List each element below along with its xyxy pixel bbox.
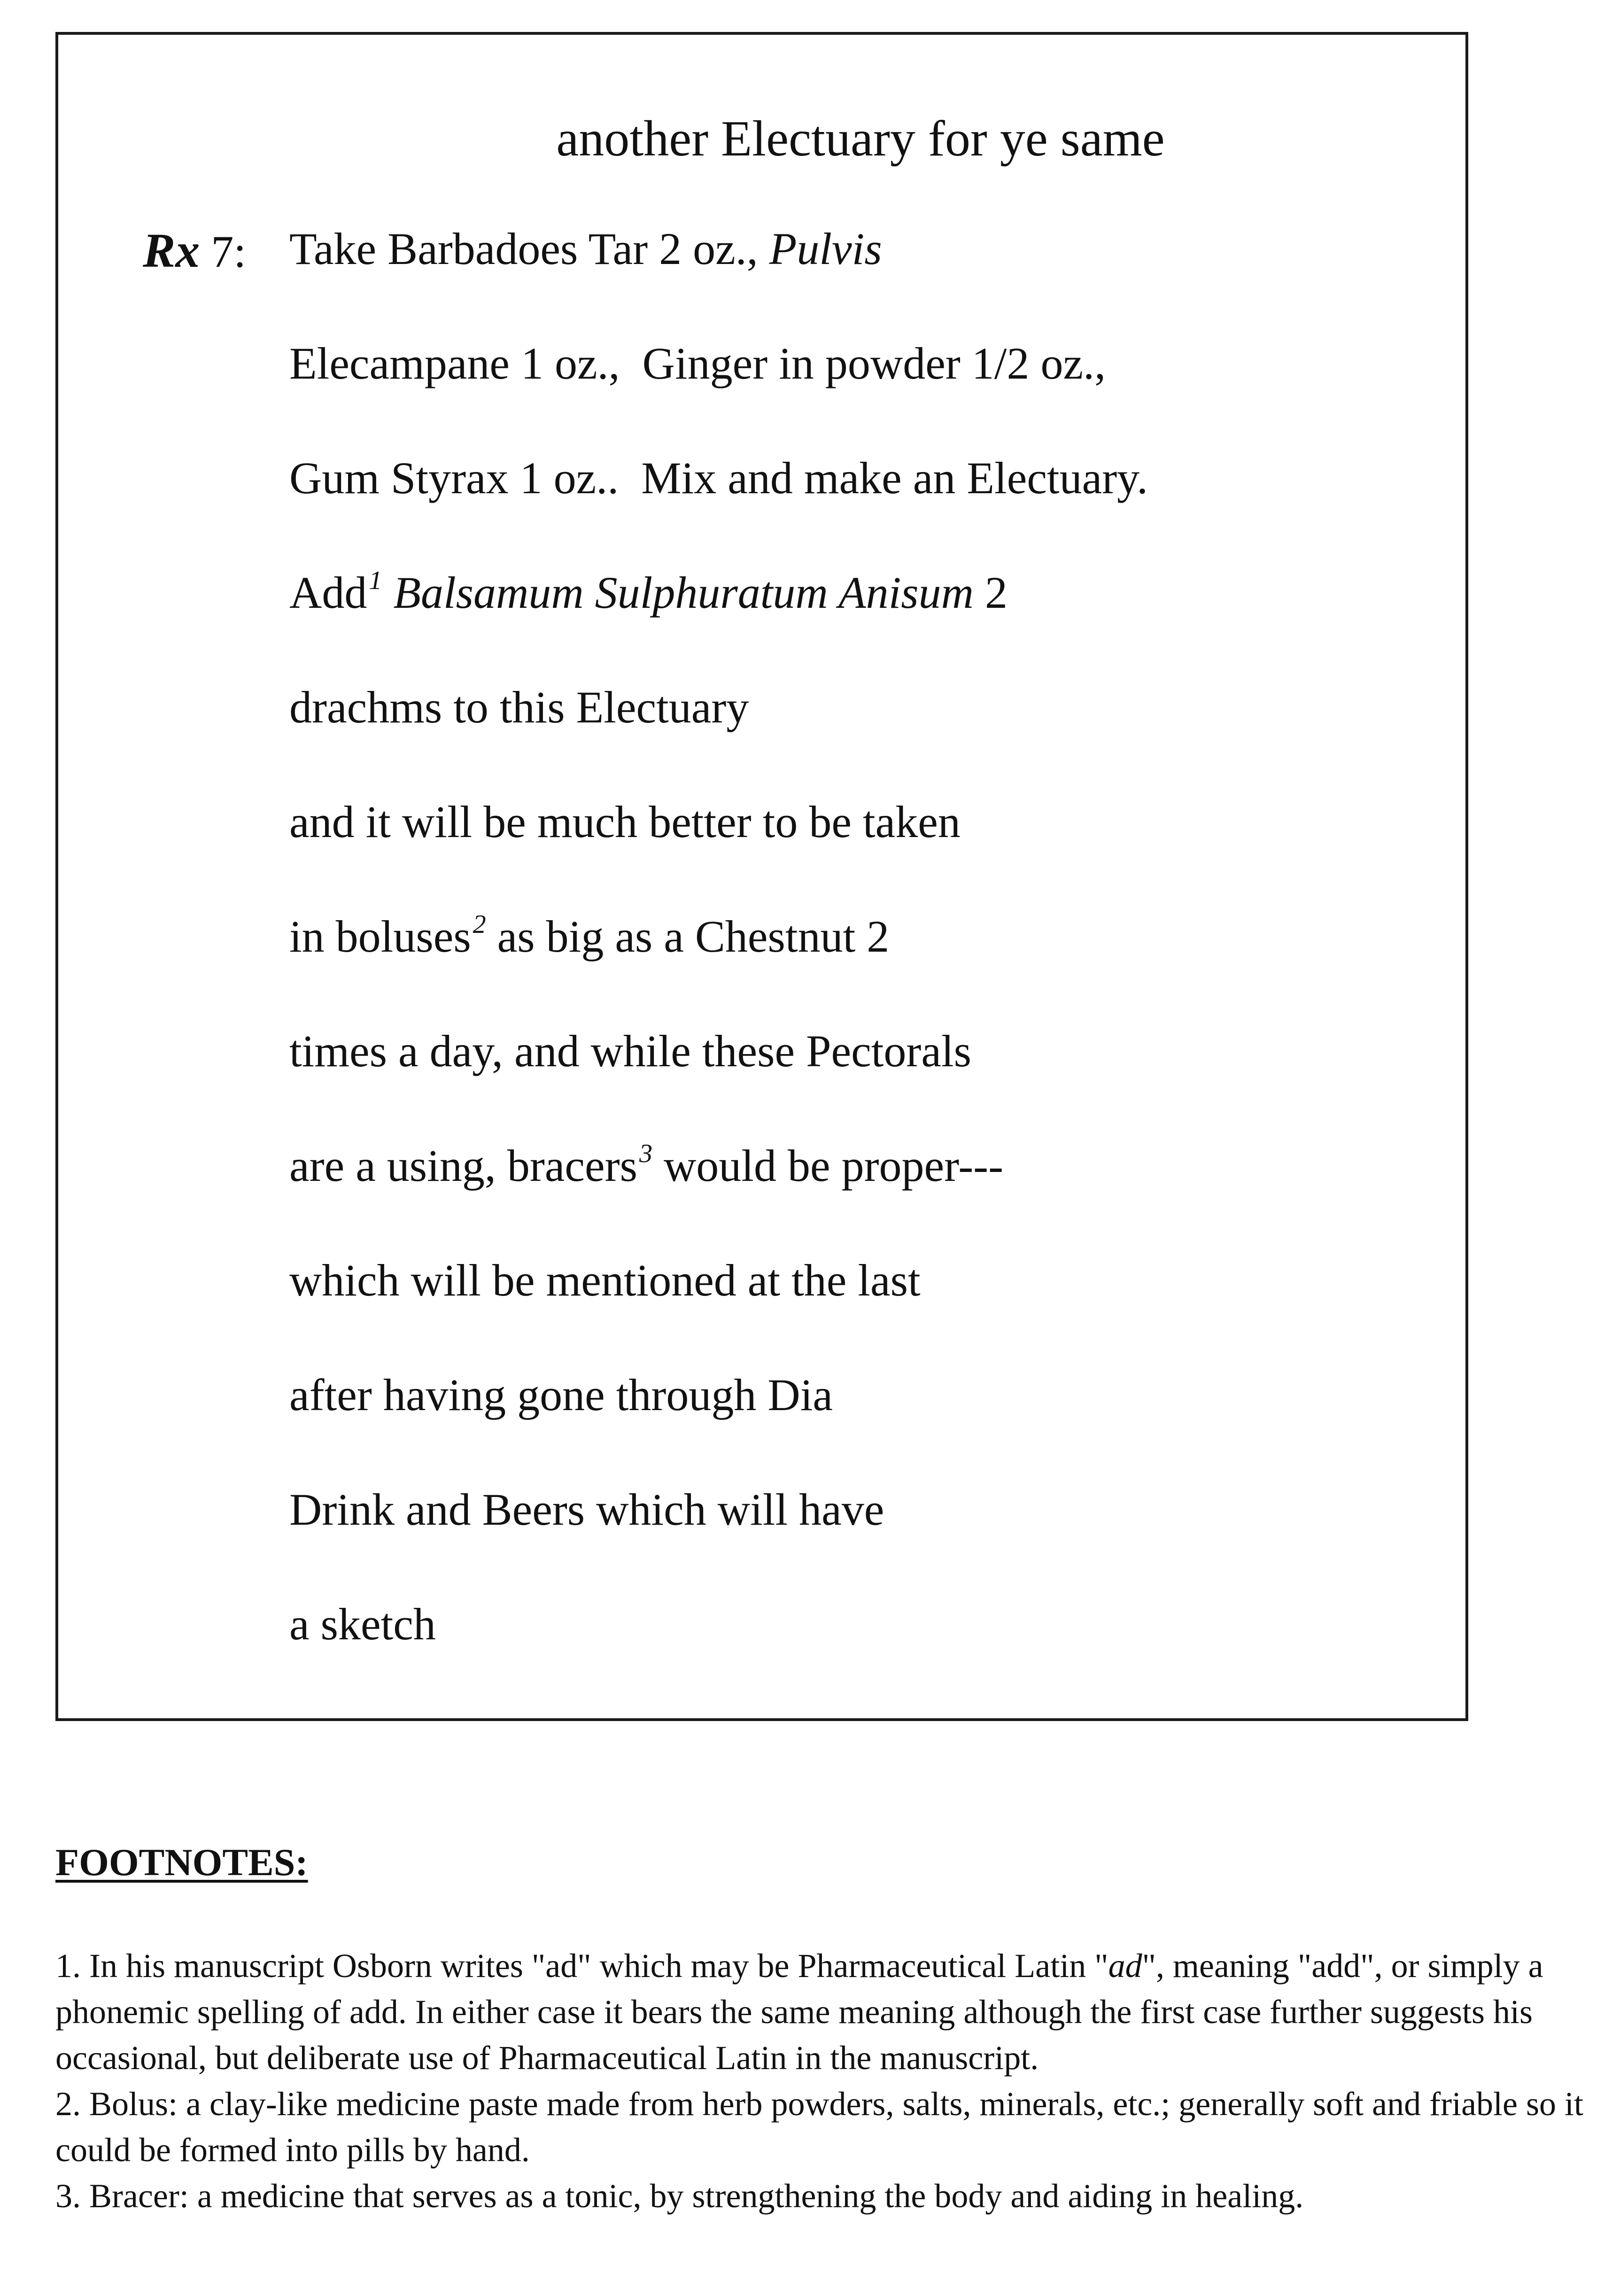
rx-symbol: Rx [143,224,200,278]
recipe-line-1-latin: Pulvis [769,224,882,274]
recipe-line-1 [289,223,882,275]
footnote-ref-1: 1 [369,566,382,595]
footnote-2: 2. Bolus: a clay-like medicine paste made from herb powders, salts, minerals, etc.; generally soft and friable so it could be formed into pills by hand. [55,2085,1584,2169]
rx-label [143,223,246,279]
footnote-ref-2: 2 [473,910,486,939]
recipe-line-6: and it will be much better to be taken [289,797,961,847]
recipe-line-12: Drink and Beers which will have [289,1484,884,1535]
footnotes-list [55,1943,1601,2219]
recipe-line-3 [289,452,1148,504]
recipe-line-7-tail: as big as a Chestnut 2 [497,911,890,962]
recipe-line-2 [289,337,1106,389]
recipe-line-13: a sketch [289,1599,436,1649]
recipe-line-11: after having gone through Dia [289,1370,833,1420]
recipe-line-10: which will be mentioned at the last [289,1255,921,1305]
recipe-line-1-text: Take Barbadoes Tar 2 oz., [289,224,758,274]
recipe-line-2-part-b: Ginger in powder 1/2 oz., [642,338,1106,388]
footnote-1: 1. In his manuscript Osborn writes "ad" which may be Pharmaceutical Latin "ad", meaning "add", or simply a phonemic spelling of add. In either case it bears the same meaning although the first case further suggests his occasional, but deliberate use of Pharmaceutical Latin in the manuscript. [55,1947,1543,2077]
recipe-line-4 [289,566,1008,619]
footnote-ref-3: 3 [639,1139,652,1168]
recipe-line-4-tail: 2 [984,567,1008,618]
recipe-line-9-text: are a using, bracers [289,1140,637,1191]
recipe-line-9 [289,1140,1003,1192]
recipe-line-8: times a day, and while these Pectorals [289,1026,971,1076]
recipe-line-5: drachms to this Electuary [289,682,749,732]
rx-number: 7: [211,226,247,277]
recipe-title: another Electuary for ye same [556,111,1165,167]
recipe-line-7 [289,910,889,962]
recipe-line-4-latin: Balsamum Sulphuratum Anisum [393,567,974,618]
footnote-1-latin: ad [1108,1947,1142,1985]
recipe-line-2-part-a: Elecampane 1 oz., [289,338,620,388]
footnote-3: 3. Bracer: a medicine that serves as a tonic, by strengthening the body and aiding in healing. [55,2177,1304,2215]
recipe-line-4-text: Add [289,567,367,618]
recipe-box [55,32,1468,1721]
recipe-line-3-part-b: Mix and make an Electuary. [641,453,1148,503]
recipe-line-9-tail: would be proper--- [663,1140,1004,1191]
footnotes-heading: FOOTNOTES: [55,1841,308,1884]
recipe-line-7-text: in boluses [289,911,471,962]
recipe-line-3-part-a: Gum Styrax 1 oz.. [289,453,619,503]
